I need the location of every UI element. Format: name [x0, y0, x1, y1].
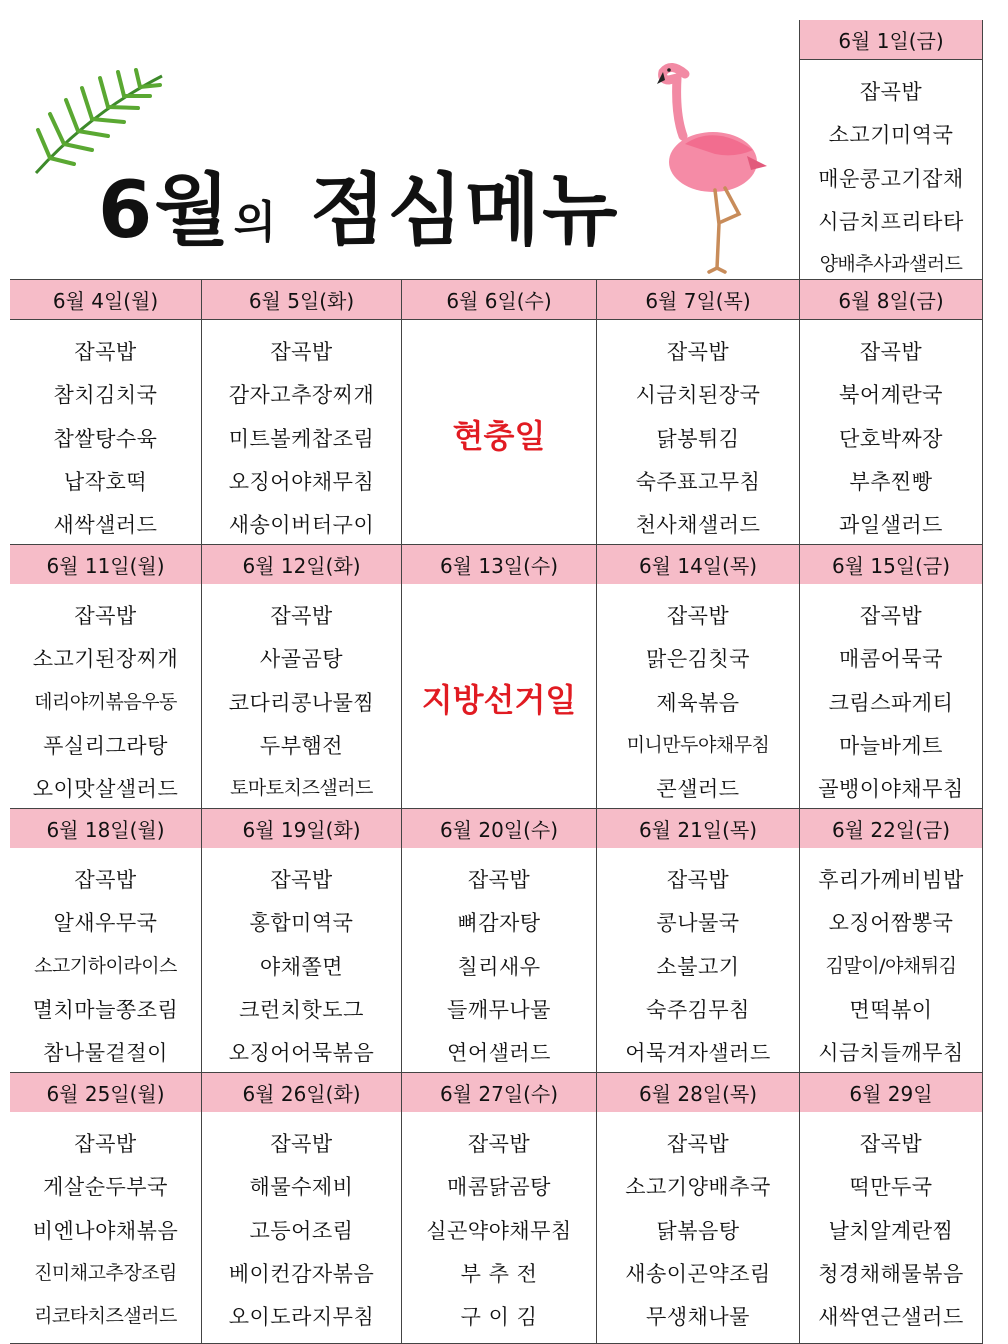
menu-dish: 잡곡밥	[666, 868, 730, 892]
day-date-header: 6월 7일(목)	[597, 280, 800, 320]
day-menu-cell	[800, 584, 983, 809]
menu-dish: 시금치들깨무침	[818, 1041, 964, 1065]
menu-dish: 납작호떡	[63, 470, 148, 494]
menu-dish: 시금치프리타타	[818, 210, 964, 234]
menu-dish: 시금치된장국	[635, 383, 761, 407]
menu-dish: 소고기하이라이스	[34, 955, 177, 977]
day-date-header: 6월 19일(화)	[202, 809, 402, 849]
menu-dish: 소고기된장찌개	[32, 647, 179, 671]
menu-dish: 맑은김칫국	[646, 647, 750, 671]
day-menu-cell	[10, 848, 202, 1073]
day-date-header: 6월 1일(금)	[800, 20, 983, 60]
menu-dish: 고등어조림	[249, 1219, 354, 1243]
menu-dish: 연어샐러드	[447, 1041, 551, 1065]
menu-dish: 참나물겉절이	[43, 1041, 168, 1065]
day-menu-cell	[597, 584, 800, 809]
day-date-header: 6월 5일(화)	[202, 280, 402, 320]
menu-dish: 잡곡밥	[859, 340, 923, 364]
menu-dish: 제육볶음	[656, 691, 740, 715]
day-date-header: 6월 28일(목)	[597, 1073, 800, 1113]
menu-dish: 참치김치국	[53, 383, 158, 407]
menu-dish: 매운콩고기잡채	[818, 167, 964, 191]
day-date-header: 6월 15일(금)	[800, 545, 983, 585]
menu-dish: 숙주표고무침	[635, 470, 761, 494]
menu-dish: 감자고추장찌개	[228, 383, 375, 407]
menu-dish: 실곤약야채무침	[426, 1219, 572, 1243]
menu-dish: 김말이/야채튀김	[825, 955, 957, 977]
day-menu-cell	[202, 584, 402, 809]
menu-dish: 잡곡밥	[74, 868, 137, 892]
day-date-header: 6월 27일(수)	[402, 1073, 597, 1113]
menu-dish: 잡곡밥	[859, 1132, 923, 1156]
title-main: 점심메뉴	[310, 166, 620, 256]
day-menu-cell	[597, 1112, 800, 1344]
menu-dish: 알새우무국	[53, 911, 158, 935]
menu-dish: 크런치핫도그	[239, 998, 364, 1022]
day-date-header: 6월 25일(월)	[10, 1073, 202, 1113]
menu-dish: 새송이곤약조림	[625, 1262, 771, 1286]
menu-dish: 소고기양배추국	[625, 1175, 771, 1199]
menu-dish: 새싹연근샐러드	[818, 1305, 964, 1329]
menu-dish: 크림스파게티	[828, 691, 954, 715]
menu-dish: 닭볶음탕	[656, 1219, 740, 1243]
menu-dish: 진미채고추장조림	[34, 1262, 177, 1284]
menu-dish: 콩나물국	[656, 911, 740, 935]
menu-dish: 뼈감자탕	[457, 911, 541, 935]
title-banner	[10, 20, 800, 280]
menu-dish: 잡곡밥	[270, 868, 333, 892]
menu-dish: 잡곡밥	[666, 1132, 730, 1156]
menu-dish: 홍합미역국	[249, 911, 354, 935]
day-date-header: 6월 8일(금)	[800, 280, 983, 320]
menu-dish: 부 추 전	[460, 1262, 538, 1286]
menu-dish: 잡곡밥	[74, 340, 137, 364]
day-date-header: 6월 6일(수)	[402, 280, 597, 320]
menu-dish: 잡곡밥	[666, 604, 730, 628]
menu-dish: 잡곡밥	[270, 340, 333, 364]
day-menu-cell	[202, 320, 402, 545]
day-date-header: 6월 22일(금)	[800, 809, 983, 849]
menu-dish: 새싹샐러드	[53, 513, 158, 537]
menu-dish: 오이맛살샐러드	[32, 777, 179, 801]
day-menu-cell	[597, 848, 800, 1073]
menu-dish: 미니만두야채무침	[626, 734, 770, 756]
menu-dish: 매콤닭곰탕	[447, 1175, 551, 1199]
menu-dish: 사골곰탕	[259, 647, 344, 671]
holiday-cell	[402, 320, 597, 545]
menu-dish: 잡곡밥	[74, 604, 137, 628]
menu-dish: 푸실리그라탕	[43, 734, 168, 758]
menu-dish: 잡곡밥	[467, 1132, 531, 1156]
menu-dish: 떡만두국	[849, 1175, 933, 1199]
day-menu-cell	[800, 320, 983, 545]
menu-dish: 코다리콩나물찜	[228, 691, 375, 715]
menu-dish: 멸치마늘쫑조림	[32, 998, 179, 1022]
menu-dish: 미트볼케찹조림	[228, 427, 375, 451]
day-date-header: 6월 21일(목)	[597, 809, 800, 849]
day-date-header: 6월 14일(목)	[597, 545, 800, 585]
menu-dish: 들깨무나물	[447, 998, 551, 1022]
menu-dish: 오징어어묵볶음	[228, 1041, 375, 1065]
day-date-header: 6월 20일(수)	[402, 809, 597, 849]
day-menu-cell	[800, 60, 983, 280]
menu-dish: 야채쫄면	[259, 955, 344, 979]
day-menu-cell	[202, 1112, 402, 1344]
holiday-cell	[402, 584, 597, 809]
day-date-header: 6월 11일(월)	[10, 545, 202, 585]
menu-dish: 칠리새우	[457, 955, 541, 979]
menu-dish: 잡곡밥	[467, 868, 531, 892]
menu-dish: 양배추사과샐러드	[819, 253, 963, 275]
day-menu-cell	[10, 1112, 202, 1344]
day-menu-cell	[10, 584, 202, 809]
menu-dish: 북어계란국	[839, 383, 943, 407]
menu-dish: 오징어야채무침	[228, 470, 375, 494]
menu-dish: 두부햄전	[259, 734, 344, 758]
day-menu-cell	[10, 320, 202, 545]
menu-dish: 후리가께비빔밥	[818, 868, 964, 892]
day-date-header: 6월 26일(화)	[202, 1073, 402, 1113]
menu-dish: 천사채샐러드	[635, 513, 761, 537]
menu-dish: 콘샐러드	[656, 777, 740, 801]
menu-dish: 골뱅이야채무침	[818, 777, 964, 801]
day-menu-cell	[202, 848, 402, 1073]
menu-dish: 잡곡밥	[270, 1132, 333, 1156]
menu-dish: 잡곡밥	[859, 604, 923, 628]
menu-dish: 구 이 김	[460, 1305, 538, 1329]
menu-dish: 새송이버터구이	[228, 513, 375, 537]
menu-dish: 토마토치즈샐러드	[230, 777, 373, 799]
day-menu-cell	[800, 1112, 983, 1344]
menu-dish: 어묵겨자샐러드	[625, 1041, 771, 1065]
day-date-header: 6월 13일(수)	[402, 545, 597, 585]
day-menu-cell	[597, 320, 800, 545]
holiday-label: 현충일	[452, 416, 546, 455]
menu-dish: 무생채나물	[646, 1305, 750, 1329]
menu-dish: 해물수제비	[249, 1175, 354, 1199]
day-date-header: 6월 29일	[800, 1073, 983, 1113]
menu-dish: 잡곡밥	[666, 340, 730, 364]
menu-dish: 오이도라지무침	[228, 1305, 375, 1329]
menu-dish: 소고기미역국	[828, 123, 954, 147]
day-date-header: 6월 18일(월)	[10, 809, 202, 849]
menu-dish: 매콤어묵국	[839, 647, 943, 671]
menu-dish: 잡곡밥	[859, 80, 923, 104]
menu-dish: 데리야끼볶음우동	[34, 691, 177, 713]
menu-dish: 소불고기	[656, 955, 740, 979]
menu-dish: 날치알계란찜	[828, 1219, 954, 1243]
menu-dish: 잡곡밥	[74, 1132, 137, 1156]
menu-dish: 찹쌀탕수육	[53, 427, 158, 451]
menu-dish: 비엔나야채볶음	[32, 1219, 179, 1243]
menu-dish: 숙주김무침	[646, 998, 750, 1022]
holiday-label: 지방선거일	[421, 680, 577, 719]
menu-dish: 리코타치즈샐러드	[34, 1305, 177, 1327]
title-month: 6월	[98, 166, 232, 256]
day-date-header: 6월 4일(월)	[10, 280, 202, 320]
day-menu-cell	[402, 848, 597, 1073]
menu-dish: 마늘바게트	[839, 734, 943, 758]
menu-dish: 단호박짜장	[839, 427, 943, 451]
menu-dish: 부추찐빵	[849, 470, 933, 494]
page-title	[98, 148, 620, 260]
menu-dish: 과일샐러드	[839, 513, 943, 537]
menu-dish: 베이컨감자볶음	[228, 1262, 375, 1286]
flamingo-icon	[655, 54, 775, 276]
day-date-header: 6월 12일(화)	[202, 545, 402, 585]
menu-dish: 잡곡밥	[270, 604, 333, 628]
menu-dish: 면떡볶이	[849, 998, 933, 1022]
menu-dish: 닭봉튀김	[656, 427, 740, 451]
day-menu-cell	[402, 1112, 597, 1344]
day-menu-cell	[800, 848, 983, 1073]
menu-dish: 오징어짬뽕국	[828, 911, 954, 935]
menu-dish: 청경채해물볶음	[818, 1262, 964, 1286]
menu-dish: 게살순두부국	[43, 1175, 168, 1199]
title-particle: 의	[233, 197, 277, 248]
